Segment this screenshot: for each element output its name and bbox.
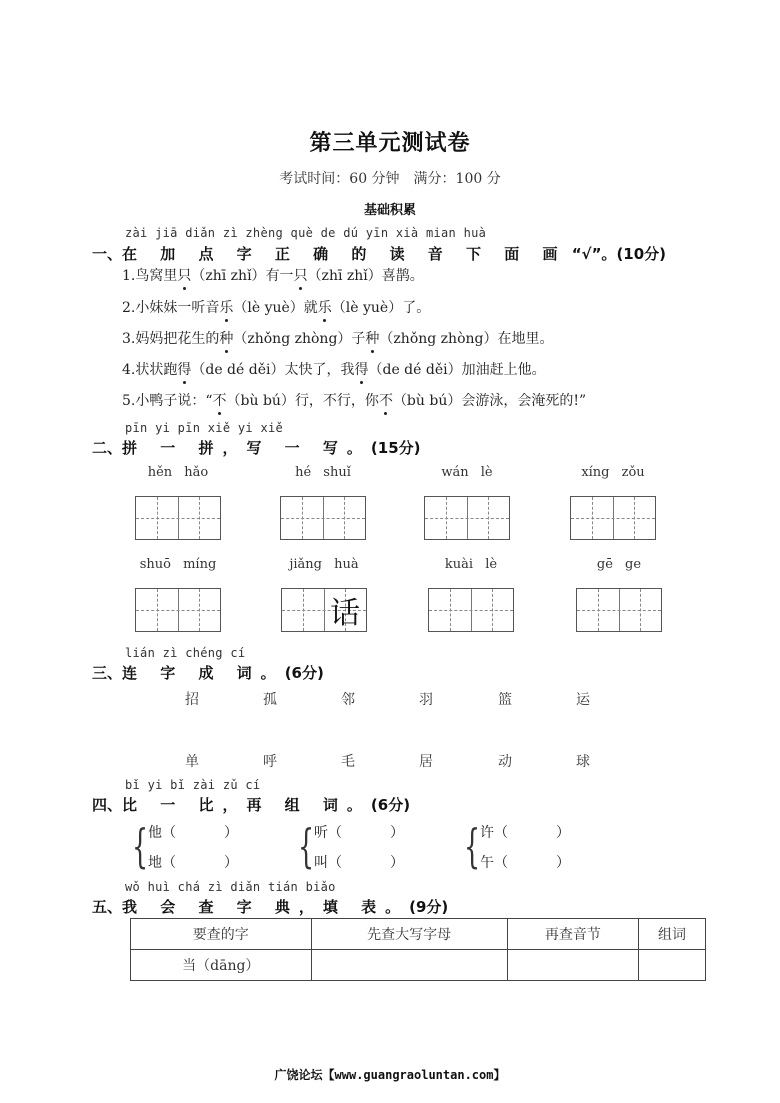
box-pinyin: xíng zǒu [581,465,645,480]
table-cell: 当（dāng） [131,950,312,981]
table-header-cell: 先查大写字母 [311,919,507,950]
close-paren: ） [224,825,238,841]
q5-heading-text: 我 会 查 字 典，填 表。 [122,898,410,916]
brace-icon: { [298,819,315,873]
compare-line [480,822,570,842]
q1-pinyin: zài jiā diǎn zì zhèng què de dú yīn xià mian huà [125,226,487,240]
item-text: 就 [303,300,318,316]
close-paren: ） [556,855,570,871]
q2-score: (15分) [370,439,421,457]
q5-score: (9分) [409,898,449,916]
box-pinyin: gē ge [596,557,642,572]
compare-char: 听 [314,825,328,841]
answer-blank[interactable]: （ [494,855,508,871]
dotted-char: 种 [219,328,233,348]
table-row [131,950,706,981]
exam-info: 考试时间：60 分钟 满分：100 分 [279,171,501,187]
pronunciation-options[interactable]: （bù bú） [392,393,462,409]
answer-blank[interactable]: （ [328,855,342,871]
q1-score: (10分) [616,245,667,263]
item-text: 2.小妹妹一听音 [122,300,220,316]
q3-heading [92,662,324,683]
item-text: 4.状状跑 [122,362,178,378]
q1-item [122,359,546,379]
writing-grid[interactable] [135,496,221,540]
item-text: 会游泳，会淹死的!” [461,393,587,409]
q5-pinyin: wǒ huì chá zì diǎn tián biǎo [125,880,336,894]
connect-char[interactable]: 毛 [341,754,355,770]
q2-heading [92,437,421,458]
brace-icon: { [132,819,149,873]
table-header-cell: 再查音节 [507,919,638,950]
answer-blank[interactable]: （ [162,855,176,871]
q4-heading [92,794,410,815]
brace-icon: { [464,819,481,873]
q3-score: (6分) [284,664,324,682]
item-text: 在地里。 [497,331,554,347]
q2-heading-text: 拼 一 拼，写 一 写。 [122,439,371,457]
writing-grid[interactable] [135,588,221,632]
q1-mark: “√”。 [571,245,617,263]
pronunciation-options[interactable]: （zhǒng zhòng） [233,331,352,347]
item-text: 喜鹊。 [381,268,424,284]
compare-line [480,852,570,872]
pronunciation-options[interactable]: （zhǒng zhòng） [379,331,498,347]
close-paren: ） [390,825,404,841]
box-pinyin: hěn hǎo [147,465,209,480]
close-paren: ） [556,825,570,841]
item-text: 1.鸟窝里 [122,268,178,284]
grid-guide [577,610,661,611]
q1-item [122,297,430,317]
q4-pinyin: bǐ yi bǐ zài zǔ cí [125,778,261,792]
grid-guide [425,518,509,519]
pronunciation-options[interactable]: （de dé děi） [191,362,285,378]
connect-char[interactable]: 运 [576,692,590,708]
item-text: 3.妈妈把花生的 [122,331,220,347]
q4-number: 四、 [92,796,123,814]
box-pinyin: kuài lè [444,557,498,572]
pronunciation-options[interactable]: （bù bú） [226,393,295,409]
table-cell-input[interactable] [639,950,706,981]
item-text: 5.小鸭子说：“ [122,393,213,409]
pronunciation-options[interactable]: （lè yuè） [233,300,304,316]
box-pinyin: shuō míng [139,557,217,572]
q5-number: 五、 [92,898,123,916]
writing-grid[interactable] [280,496,366,540]
connect-char[interactable]: 羽 [419,692,433,708]
q5-heading [92,896,448,917]
q1-heading-text: 在 加 点 字 正 确 的 读 音 下 面 画 [122,245,567,263]
dotted-char: 乐 [318,297,332,317]
connect-char[interactable]: 篮 [498,692,512,708]
grid-guide [136,610,220,611]
table-header-cell: 组词 [639,919,706,950]
q3-number: 三、 [92,664,123,682]
box-pinyin: wán lè [441,465,493,480]
writing-grid[interactable] [281,588,367,632]
compare-char: 他 [148,825,162,841]
table-header-row [131,919,706,950]
compare-char: 午 [480,855,494,871]
item-text: 有一 [265,268,294,284]
writing-grid[interactable] [570,496,656,540]
item-text: 子 [351,331,366,347]
table-header-cell: 要查的字 [131,919,312,950]
q3-pinyin: lián zì chéng cí [125,646,246,660]
q4-heading-text: 比 一 比，再 组 词。 [122,796,371,814]
compare-group [464,819,604,879]
item-text: 了。 [402,300,431,316]
table-cell-input[interactable] [507,950,638,981]
compare-line [148,822,238,842]
dotted-char: 得 [354,359,368,379]
dotted-char: 种 [365,328,379,348]
footer-site-url[interactable]: 【www.guangraoluntan.com】 [322,1068,506,1082]
q1-item [122,328,553,348]
pronunciation-options[interactable]: （zhī zhǐ） [307,268,382,284]
close-paren: ） [390,855,404,871]
pronunciation-options[interactable]: （de dé děi） [368,362,462,378]
dotted-char: 不 [379,390,393,410]
compare-char: 地 [148,855,162,871]
q1-heading [92,243,666,264]
compare-line [314,852,404,872]
close-paren: ） [224,855,238,871]
box-pinyin: jiǎng huà [289,557,359,572]
compare-char: 叫 [314,855,328,871]
compare-char: 许 [480,825,494,841]
connect-char[interactable]: 孤 [263,692,277,708]
grid-guide [136,518,220,519]
grid-guide [429,610,513,611]
grid-guide [281,518,365,519]
compare-group [298,819,438,879]
pronunciation-options[interactable]: （zhī zhǐ） [191,268,266,284]
dotted-char: 得 [177,359,191,379]
answer-blank[interactable]: （ [494,825,508,841]
q2-number: 二、 [92,439,123,457]
q1-item [122,390,586,410]
q2-pinyin: pīn yi pīn xiě yi xiě [125,421,284,435]
compare-group [132,819,272,879]
item-text: 加油赶上他。 [461,362,546,378]
section-heading: 基础积累 [363,203,416,218]
dotted-char: 只 [177,265,191,285]
q1-number: 一、 [92,245,123,263]
compare-line [148,852,238,872]
pronunciation-options[interactable]: （lè yuè） [331,300,403,316]
connect-char[interactable]: 单 [185,754,199,770]
q4-score: (6分) [370,796,411,814]
dotted-char: 乐 [219,297,233,317]
writing-grid[interactable] [576,588,662,632]
connect-char[interactable]: 呼 [263,754,277,770]
answer-blank[interactable]: （ [162,825,176,841]
connect-char[interactable]: 动 [498,754,512,770]
dotted-char: 只 [294,265,308,285]
page-title: 第三单元测试卷 [309,131,471,156]
grid-guide [571,518,655,519]
connect-char[interactable]: 球 [576,754,590,770]
footer [0,1066,780,1083]
dotted-char: 不 [213,390,227,410]
item-text: 行，不行，你 [294,393,379,409]
box-pinyin: hé shuǐ [295,465,351,480]
compare-line [314,822,404,842]
q1-item [122,265,424,285]
connect-char[interactable]: 居 [419,754,433,770]
table-cell-input[interactable] [311,950,507,981]
filled-char: 话 [330,596,360,631]
answer-blank[interactable]: （ [328,825,342,841]
item-text: 太快了，我 [284,362,355,378]
writing-grid[interactable] [424,496,510,540]
connect-char[interactable]: 招 [185,692,199,708]
footer-site-name: 广饶论坛 [274,1068,323,1082]
connect-char[interactable]: 邻 [341,692,355,708]
q3-heading-text: 连 字 成 词。 [122,664,285,682]
dictionary-table [130,918,706,981]
writing-grid[interactable] [428,588,514,632]
